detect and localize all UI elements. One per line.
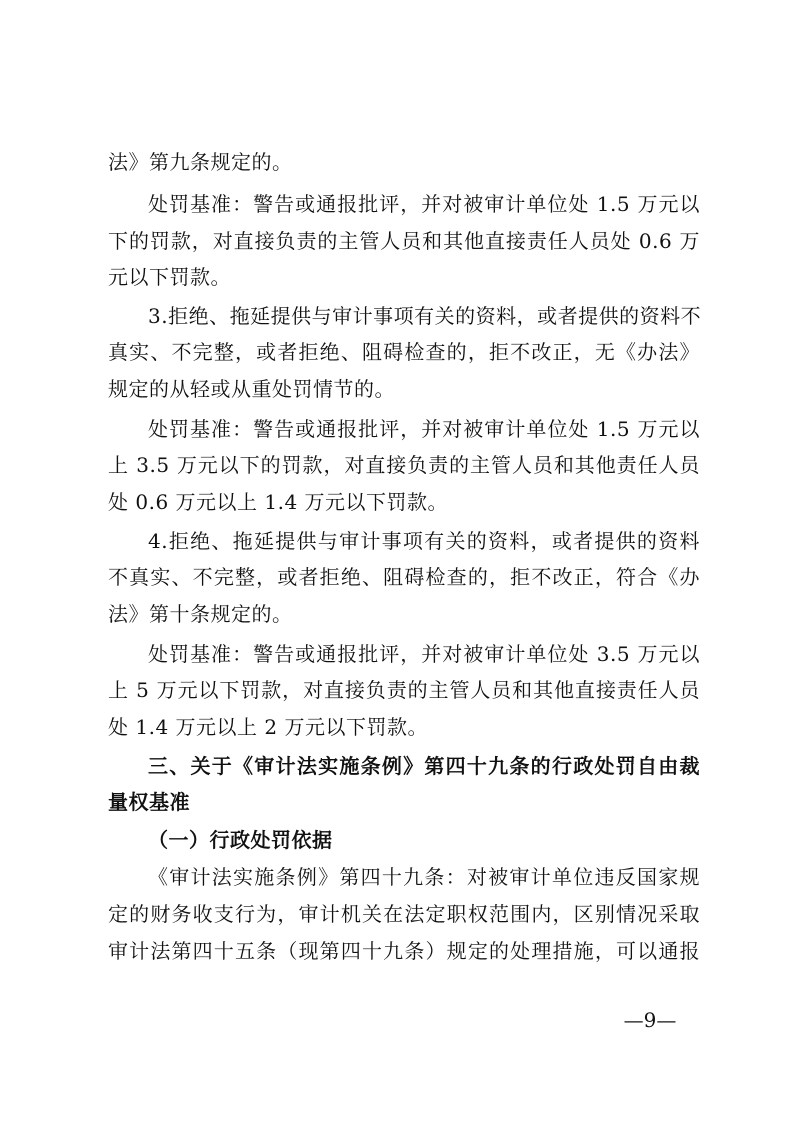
text-line: 上 3.5 万元以下的罚款，对直接负责的主管人员和其他责任人员 [108,453,700,477]
page-number: —9— [623,1008,677,1032]
text-line: 4.拒绝、拖延提供与审计事项有关的资料，或者提供的资料 [148,529,700,553]
text-line: 处罚基准：警告或通报批评，并对被审计单位处 1.5 万元以 [148,417,700,441]
text-line: 规定的从轻或从重处罚情节的。 [108,377,395,401]
text-line: 处 1.4 万元以上 2 万元以下罚款。 [108,715,428,739]
text-line: 定的财务收支行为，审计机关在法定职权范围内，区别情况采取 [108,902,700,926]
subsection-heading: （一）行政处罚依据 [148,828,333,852]
text-line: 元以下罚款。 [108,265,231,289]
text-line: 真实、不完整，或者拒绝、阻碍检查的，拒不改正，无《办法》 [108,340,700,364]
text-line: 审计法第四十五条（现第四十九条）规定的处理措施，可以通报 [108,939,700,963]
text-line: 下的罚款，对直接负责的主管人员和其他直接责任人员处 0.6 万 [108,229,700,253]
text-line: 3.拒绝、拖延提供与审计事项有关的资料，或者提供的资料不 [148,304,702,328]
text-line: 上 5 万元以下罚款，对直接负责的主管人员和其他直接责任人员 [108,678,700,702]
text-line: 处 0.6 万元以上 1.4 万元以下罚款。 [108,490,449,514]
text-line: 处罚基准：警告或通报批评，并对被审计单位处 1.5 万元以 [148,192,700,216]
text-line: 法》第九条规定的。 [108,150,293,174]
text-line: 《审计法实施条例》第四十九条：对被审计单位违反国家规 [148,865,700,889]
text-line: 不真实、不完整，或者拒绝、阻碍检查的，拒不改正，符合《办 [108,565,700,589]
section-heading: 三、关于《审计法实施条例》第四十九条的行政处罚自由裁 [148,754,700,778]
text-line: 处罚基准：警告或通报批评，并对被审计单位处 3.5 万元以 [148,642,700,666]
text-line: 法》第十条规定的。 [108,602,293,626]
section-heading: 量权基准 [108,790,190,814]
